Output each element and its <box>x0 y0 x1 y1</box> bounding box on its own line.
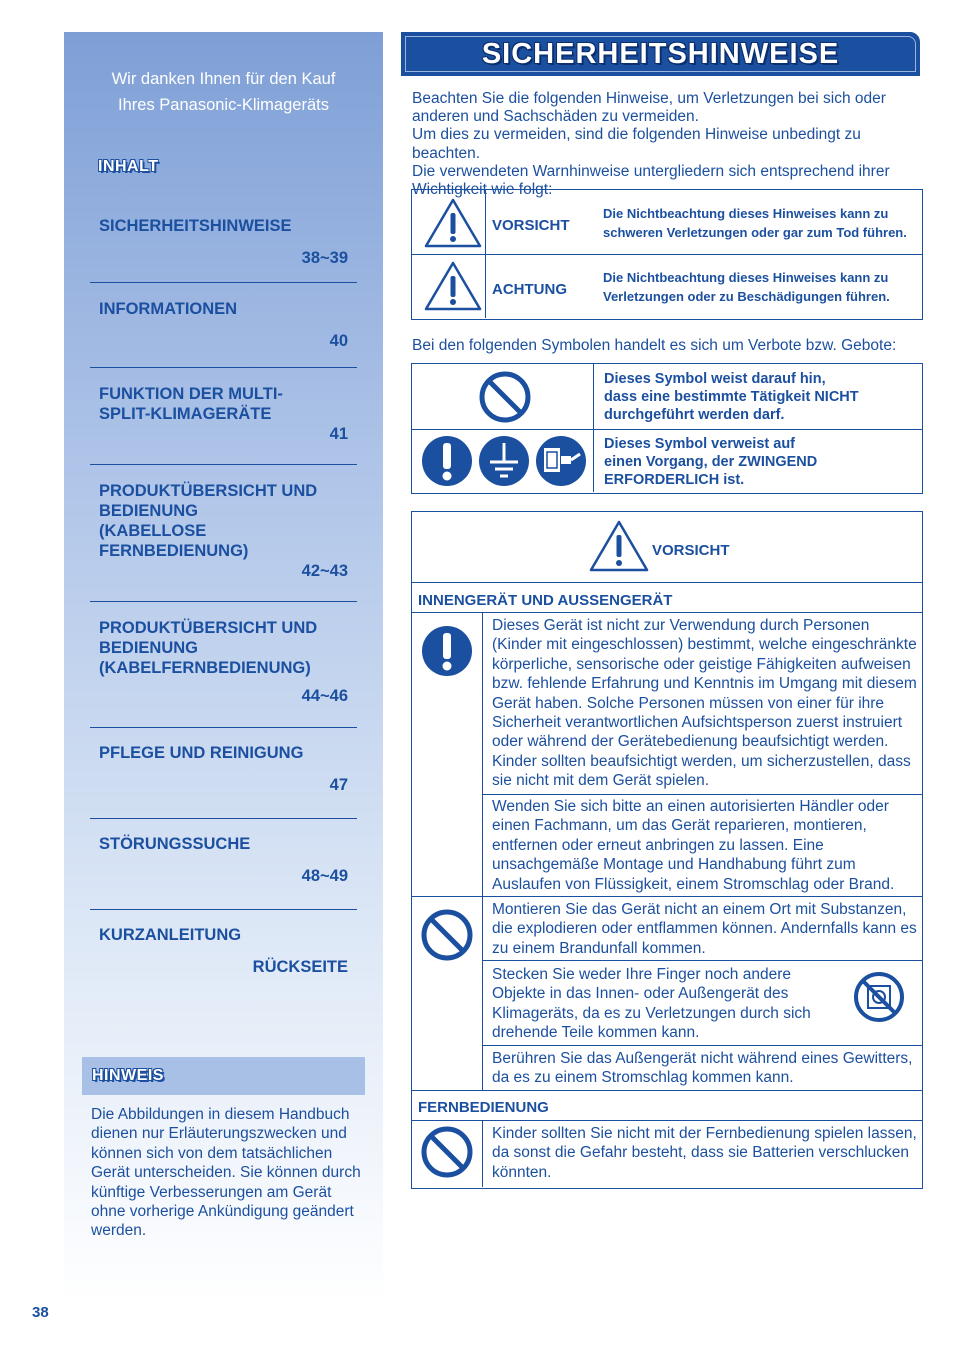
toc-item-title: FUNKTION DER MULTI- SPLIT-KLIMAGERÄTE <box>99 385 283 423</box>
warning-label: VORSICHT <box>492 217 570 234</box>
toc-item[interactable] <box>90 910 357 990</box>
toc-item-page: RÜCKSEITE <box>252 958 348 976</box>
unplug-power-icon <box>534 434 588 488</box>
toc-item-page: 48~49 <box>301 867 348 885</box>
section-title: FERNBEDIENUNG <box>418 1099 549 1116</box>
symbol-description: Dieses Symbol weist darauf hin, dass eine bestimmte Tätigkeit NICHT durchgeführt werden darf. <box>604 371 859 423</box>
prohibition-icon <box>420 908 474 962</box>
prohibition-icon <box>478 370 532 424</box>
toc-item-title: PRODUKTÜBERSICHT UND BEDIENUNG (KABELLOSE FERNBEDIENUNG) <box>99 482 318 560</box>
warning-row <box>412 254 922 319</box>
warning-row <box>412 190 922 254</box>
toc-item[interactable] <box>90 602 357 728</box>
note-heading-bar <box>82 1057 365 1095</box>
toc-item-page: 42~43 <box>301 562 348 580</box>
toc-item-title: STÖRUNGSSUCHE <box>99 835 251 853</box>
toc-item-title: KURZANLEITUNG <box>99 926 242 944</box>
toc-item[interactable] <box>90 198 357 283</box>
caution-paragraph: Kinder sollten Sie nicht mit der Fernbedienung spielen lassen, da sonst die Gefahr besteht, dass sie Batterien verschlucken könnten. <box>492 1125 917 1181</box>
toc-item-title: PRODUKTÜBERSICHT UND BEDIENUNG (KABELFERNBEDIENUNG) <box>99 619 318 677</box>
toc-item[interactable] <box>90 728 357 819</box>
toc-item[interactable] <box>90 368 357 465</box>
note-heading: HINWEIS <box>92 1067 164 1084</box>
prohibition-icon <box>420 1125 474 1179</box>
toc-item-title: INFORMATIONEN <box>99 300 238 318</box>
intro-text: Beachten Sie die folgenden Hinweise, um Verletzungen bei sich oder anderen und Sachschäden zu vermeiden. Um dies zu vermeiden, sind die folgenden Hinweise unbedingt zu beachten. Die verwendeten Warnhinweise untergliedern sich entsprechend ihrer Wichtigkeit wie folgt: <box>412 90 890 199</box>
warning-description: Die Nichtbeachtung dieses Hinweises kann zu schweren Verletzungen oder gar zum Tod führen. <box>603 206 907 240</box>
page-number: 38 <box>32 1304 49 1321</box>
earth-ground-icon <box>477 434 531 488</box>
mandatory-exclamation-icon <box>420 624 474 678</box>
warning-triangle-icon <box>588 519 650 573</box>
caution-paragraph: Wenden Sie sich bitte an einen autorisierten Händler oder einen Fachmann, um das Gerät reparieren, montieren, entfernen oder erneut anbringen zu lassen. Eine unsachgemäße Montage und Handhabung führt zum Auslaufen von Flüssigkeit, einem Stromschlag oder Brand. <box>492 798 895 893</box>
toc-item-page: 44~46 <box>301 687 348 705</box>
toc-item-page: 41 <box>329 425 348 443</box>
symbol-description: Dieses Symbol verweist auf einen Vorgang, der ZWINGEND ERFORDERLICH ist. <box>604 436 818 488</box>
warning-triangle-icon <box>423 260 483 312</box>
toc-item[interactable] <box>90 283 357 368</box>
page-title: SICHERHEITSHINWEISE <box>481 38 840 70</box>
caution-paragraph: Berühren Sie das Außengerät nicht während eines Gewitters, da es zu einem Stromschlag kommen kann. <box>492 1050 913 1087</box>
title-banner <box>401 32 920 76</box>
warning-label: ACHTUNG <box>492 281 567 298</box>
toc-item-title: SICHERHEITSHINWEISE <box>99 217 292 235</box>
contents-heading: INHALT <box>98 158 159 175</box>
no-fingers-fan-icon <box>852 970 906 1024</box>
toc-item-title: PFLEGE UND REINIGUNG <box>99 744 304 762</box>
symbols-intro: Bei den folgenden Symbolen handelt es sich um Verbote bzw. Gebote: <box>412 337 897 354</box>
caution-table <box>411 511 923 1189</box>
warning-triangle-icon <box>423 197 483 249</box>
mandatory-exclamation-icon <box>420 434 474 488</box>
thanks-text: Wir danken Ihnen für den Kauf Ihres Panasonic-Klimageräts <box>111 70 336 114</box>
caution-label: VORSICHT <box>652 542 730 559</box>
warning-description: Die Nichtbeachtung dieses Hinweises kann zu Verletzungen oder zu Beschädigungen führen. <box>603 270 890 304</box>
warning-levels-table <box>411 189 923 320</box>
toc-item[interactable] <box>90 819 357 910</box>
section-title: INNENGERÄT UND AUSSENGERÄT <box>418 592 673 609</box>
toc-item[interactable] <box>90 465 357 602</box>
caution-paragraph: Dieses Gerät ist nicht zur Verwendung durch Personen (Kinder mit eingeschlossen) bestimmt, welche eingeschränkte körperliche, sensorische oder geistige Fähigkeiten aufweisen bzw. fehlende Erfahrung und Kenntnis im Umgang mit diesem Gerät haben. Solche Personen müssen von einer für ihre Sicherheit verantwortlichen Aufsichtsperson zuerst instruiert oder während der Gerätebedienung beaufsichtigt werden. Kinder sollten beaufsichtigt werden, um sicherzustellen, dass sie nicht mit dem Gerät spielen. <box>492 617 917 790</box>
toc-item-page: 47 <box>329 776 348 794</box>
note-text: Die Abbildungen in diesem Handbuch dienen nur Erläuterungszwecken und können sich von dem tatsächlichen Gerät unterscheiden. Sie können durch künftige Verbesserungen am Gerät ohne vorherige Ankündigung geändert werden. <box>91 1106 361 1240</box>
symbols-table <box>411 363 923 494</box>
table-of-contents <box>90 198 357 990</box>
toc-item-page: 38~39 <box>301 249 348 267</box>
sidebar <box>64 32 383 1304</box>
toc-item-page: 40 <box>329 332 348 350</box>
caution-paragraph: Stecken Sie weder Ihre Finger noch andere Objekte in das Innen- oder Außengerät des Klimageräts, da es zu Verletzungen durch sich drehende Teile kommen kann. <box>492 966 811 1042</box>
caution-paragraph: Montieren Sie das Gerät nicht an einem Ort mit Substanzen, die explodieren oder entflammen können. Andernfalls kann es zu einem Brandunfall kommen. <box>492 901 917 957</box>
